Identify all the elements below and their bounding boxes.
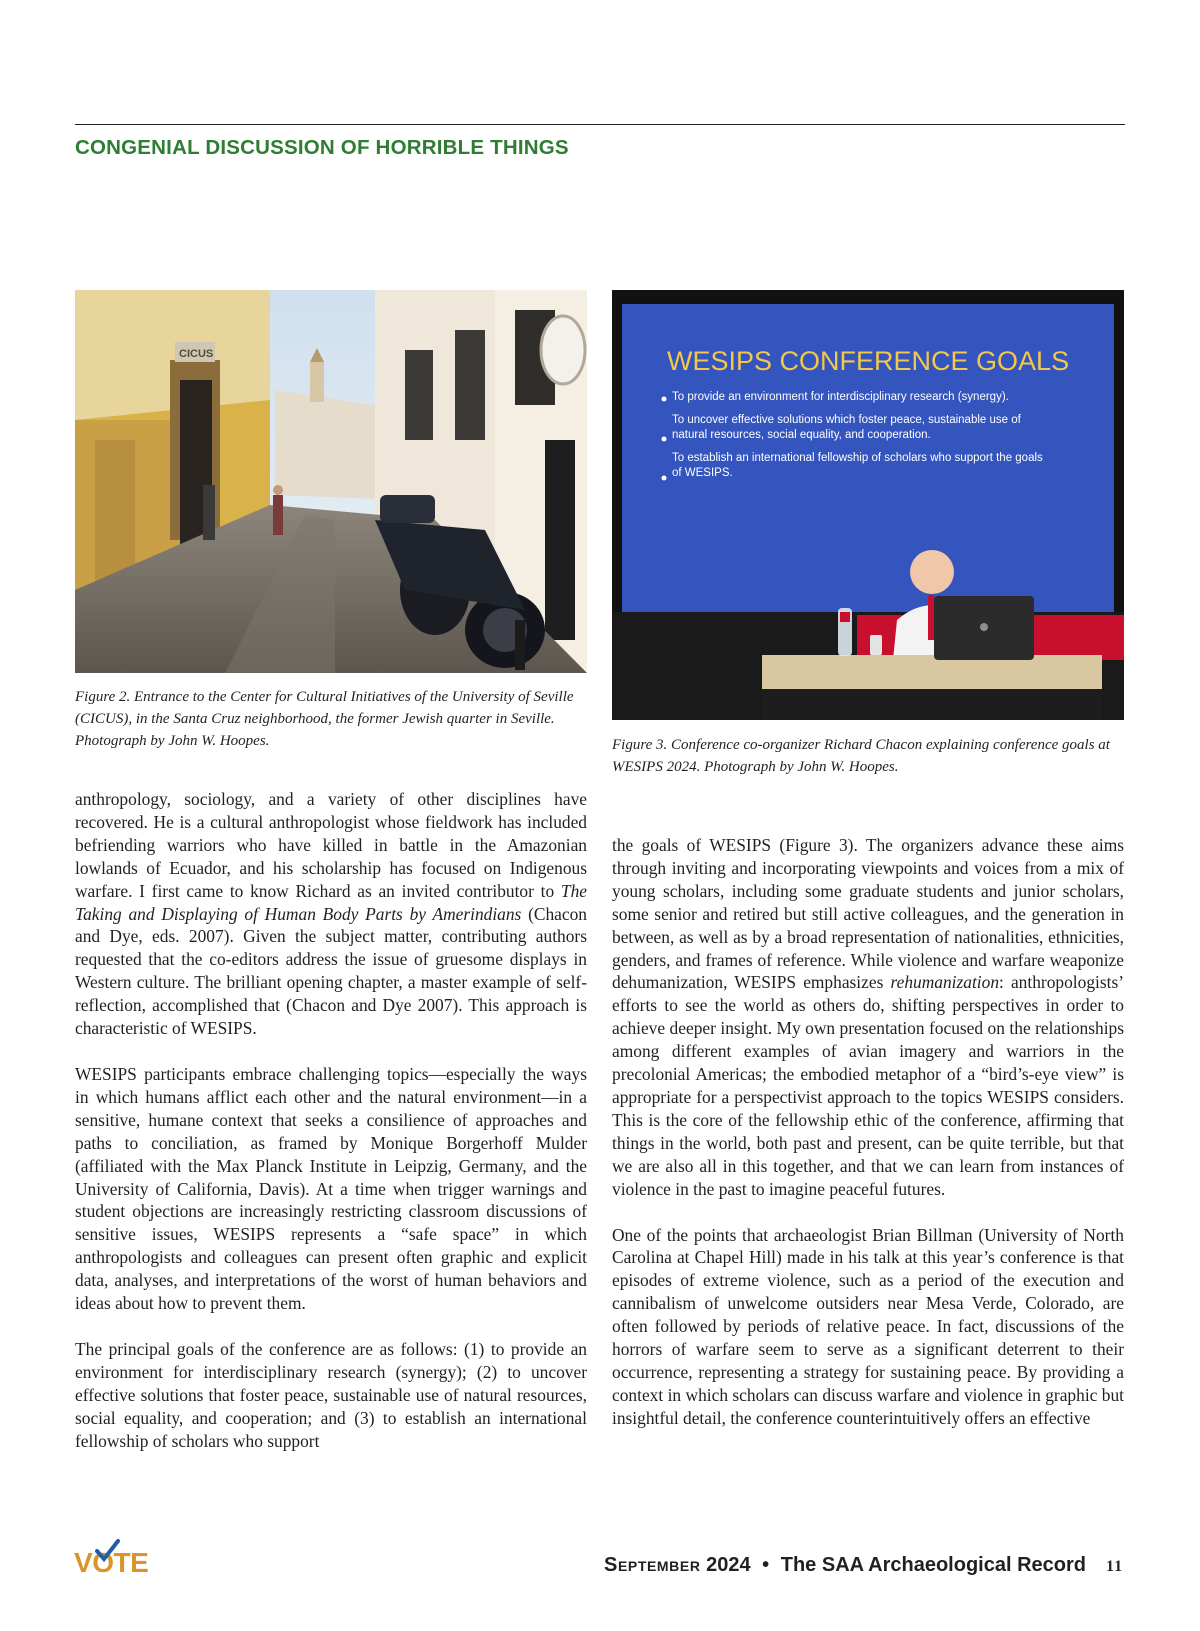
slide-title: WESIPS CONFERENCE GOALS <box>667 346 1070 376</box>
footer-journal: The SAA Archaeological Record <box>780 1554 1086 1576</box>
figure-3-photo <box>612 290 1124 720</box>
footer-year: 2024 <box>706 1554 751 1576</box>
book-title: The Taking and Displaying of Human Body Parts by Amerindians <box>75 880 587 924</box>
section-title: CONGENIAL DISCUSSION OF HORRIBLE THINGS <box>75 136 569 159</box>
figure-3-caption: Figure 3. Conference co-organizer Richard Chacon explaining conference goals at WESIPS 2024. Photograph by John W. Hoopes. <box>612 737 1110 775</box>
footer-bullet: • <box>762 1554 770 1576</box>
footer-month: September <box>604 1554 701 1576</box>
vote-logo: VO TE <box>74 1547 148 1579</box>
slide-bullet-1: To provide an environment for interdisciplinary research (synergy). <box>672 391 1009 403</box>
left-paragraph-3: The principal goals of the conference are as follows: (1) to provide an environment for interdisciplinary research (synergy); (2) to uncover effective solutions that foster peace, sustainable use of natural resources, social equality, and cooperation; and (3) to establish an international fellowship of scholars who support <box>75 1338 587 1451</box>
left-paragraph-2: WESIPS participants embrace challenging topics—especially the ways in which humans afflict each other and the natural environment—in a sensitive, humane context that seeks a consilience of approaches and paths to conciliation, as framed by Monique Borgerhoff Mulder (affiliated with the Max Planck Institute in Leipzig, Germany, and the University of California, Davis). At a time when trigger warnings and student objections are increasingly restricting classroom discussions of sensitive issues, WESIPS represents a “safe space” in which anthropologists and colleagues can present often graphic and explicit data, analyses, and interpretations of the worst of human behaviors and ideas about how to prevent them. <box>75 1063 587 1314</box>
figure-2-caption: Figure 2. Entrance to the Center for Cultural Initiatives of the University of Seville (CICUS), in the Santa Cruz neighborhood, the former Jewish quarter in Seville. Photograph by John W. Hoopes. <box>75 689 574 749</box>
left-paragraph-1: anthropology, sociology, and a variety of other disciplines have recovered. He is a cultural anthropologist whose fieldwork has included befriending warriors who have killed in battle in the Amazonian lowlands of Ecuador, and his scholarship has focused on Indigenous warfare. I first came to know Richard as an invited contributor to The Taking and Displaying of Human Body Parts by Amerindians (Chacon and Dye, eds. 2007). Given the subject matter, contributing authors requested that the co-editors address the issue of gruesome displays in Western culture. The brilliant opening chapter, a master example of self-reflection, accomplished that (Chacon and Dye 2007). This approach is characteristic of WESIPS. <box>75 789 588 1039</box>
header-rule <box>75 124 1125 125</box>
body-column-left <box>75 788 587 1452</box>
slide-bullet-3: To establish an international fellowship of scholars who support the goals of WESIPS. <box>672 452 1043 479</box>
right-paragraph-1: the goals of WESIPS (Figure 3). The organizers advance these aims through inviting and incorporating viewpoints and voices from a mix of young scholars, including some graduate students and junior scholars, some senior and retired but still active colleagues, and the generation in between, as well as by a broad representation of nationalities, ethnicities, genders, and frames of reference. While violence and warfare weaponize dehumanization, WESIPS emphasizes rehumanization: anthropologists’ efforts to see the world as others do, shifting perspectives in order to achieve deeper insight. My own presentation focused on the relationships among different examples of avian imagery and warriors in the precolonial Americas; the embodied metaphor of a “bird’s-eye view” is appropriate for a perspectivist approach to the topics WESIPS considers. This is the core of the fellowship ethic of the conference, affirming that things in the world, both past and present, can be quite terrible, but that we are also all in this together, and that we can learn from instances of violence in the past to imagine peaceful futures. <box>612 835 1124 1199</box>
page-number: 11 <box>1106 1558 1124 1575</box>
checkmark-icon <box>94 1539 120 1563</box>
body-column-right <box>612 834 1124 1430</box>
figure-2-photo <box>75 290 587 673</box>
right-paragraph-2: One of the points that archaeologist Brian Billman (University of North Carolina at Chapel Hill) made in his talk at this year’s conference is that episodes of extreme violence, such as a period of the execution and cannibalism of unwelcome outsiders near Mesa Verde, Colorado, are often followed by periods of relative peace. In fact, discussions of the horrors of warfare seem to serve as a significant deterrent to their occurrence, representing a strategy for sustaining peace. By providing a context in which scholars can discuss warfare and violence in graphic but insightful detail, the conference counterintuitively offers an effective <box>612 1224 1124 1428</box>
footer-issue-info <box>604 1554 1086 1577</box>
vote-logo-o: O <box>92 1547 113 1579</box>
rehumanization-term: rehumanization <box>890 972 1000 993</box>
cicus-sign-text: CICUS <box>179 348 214 360</box>
slide-bullet-2: To uncover effective solutions which foster peace, sustainable use of natural resources, social equality, and cooperation. <box>672 414 1021 441</box>
